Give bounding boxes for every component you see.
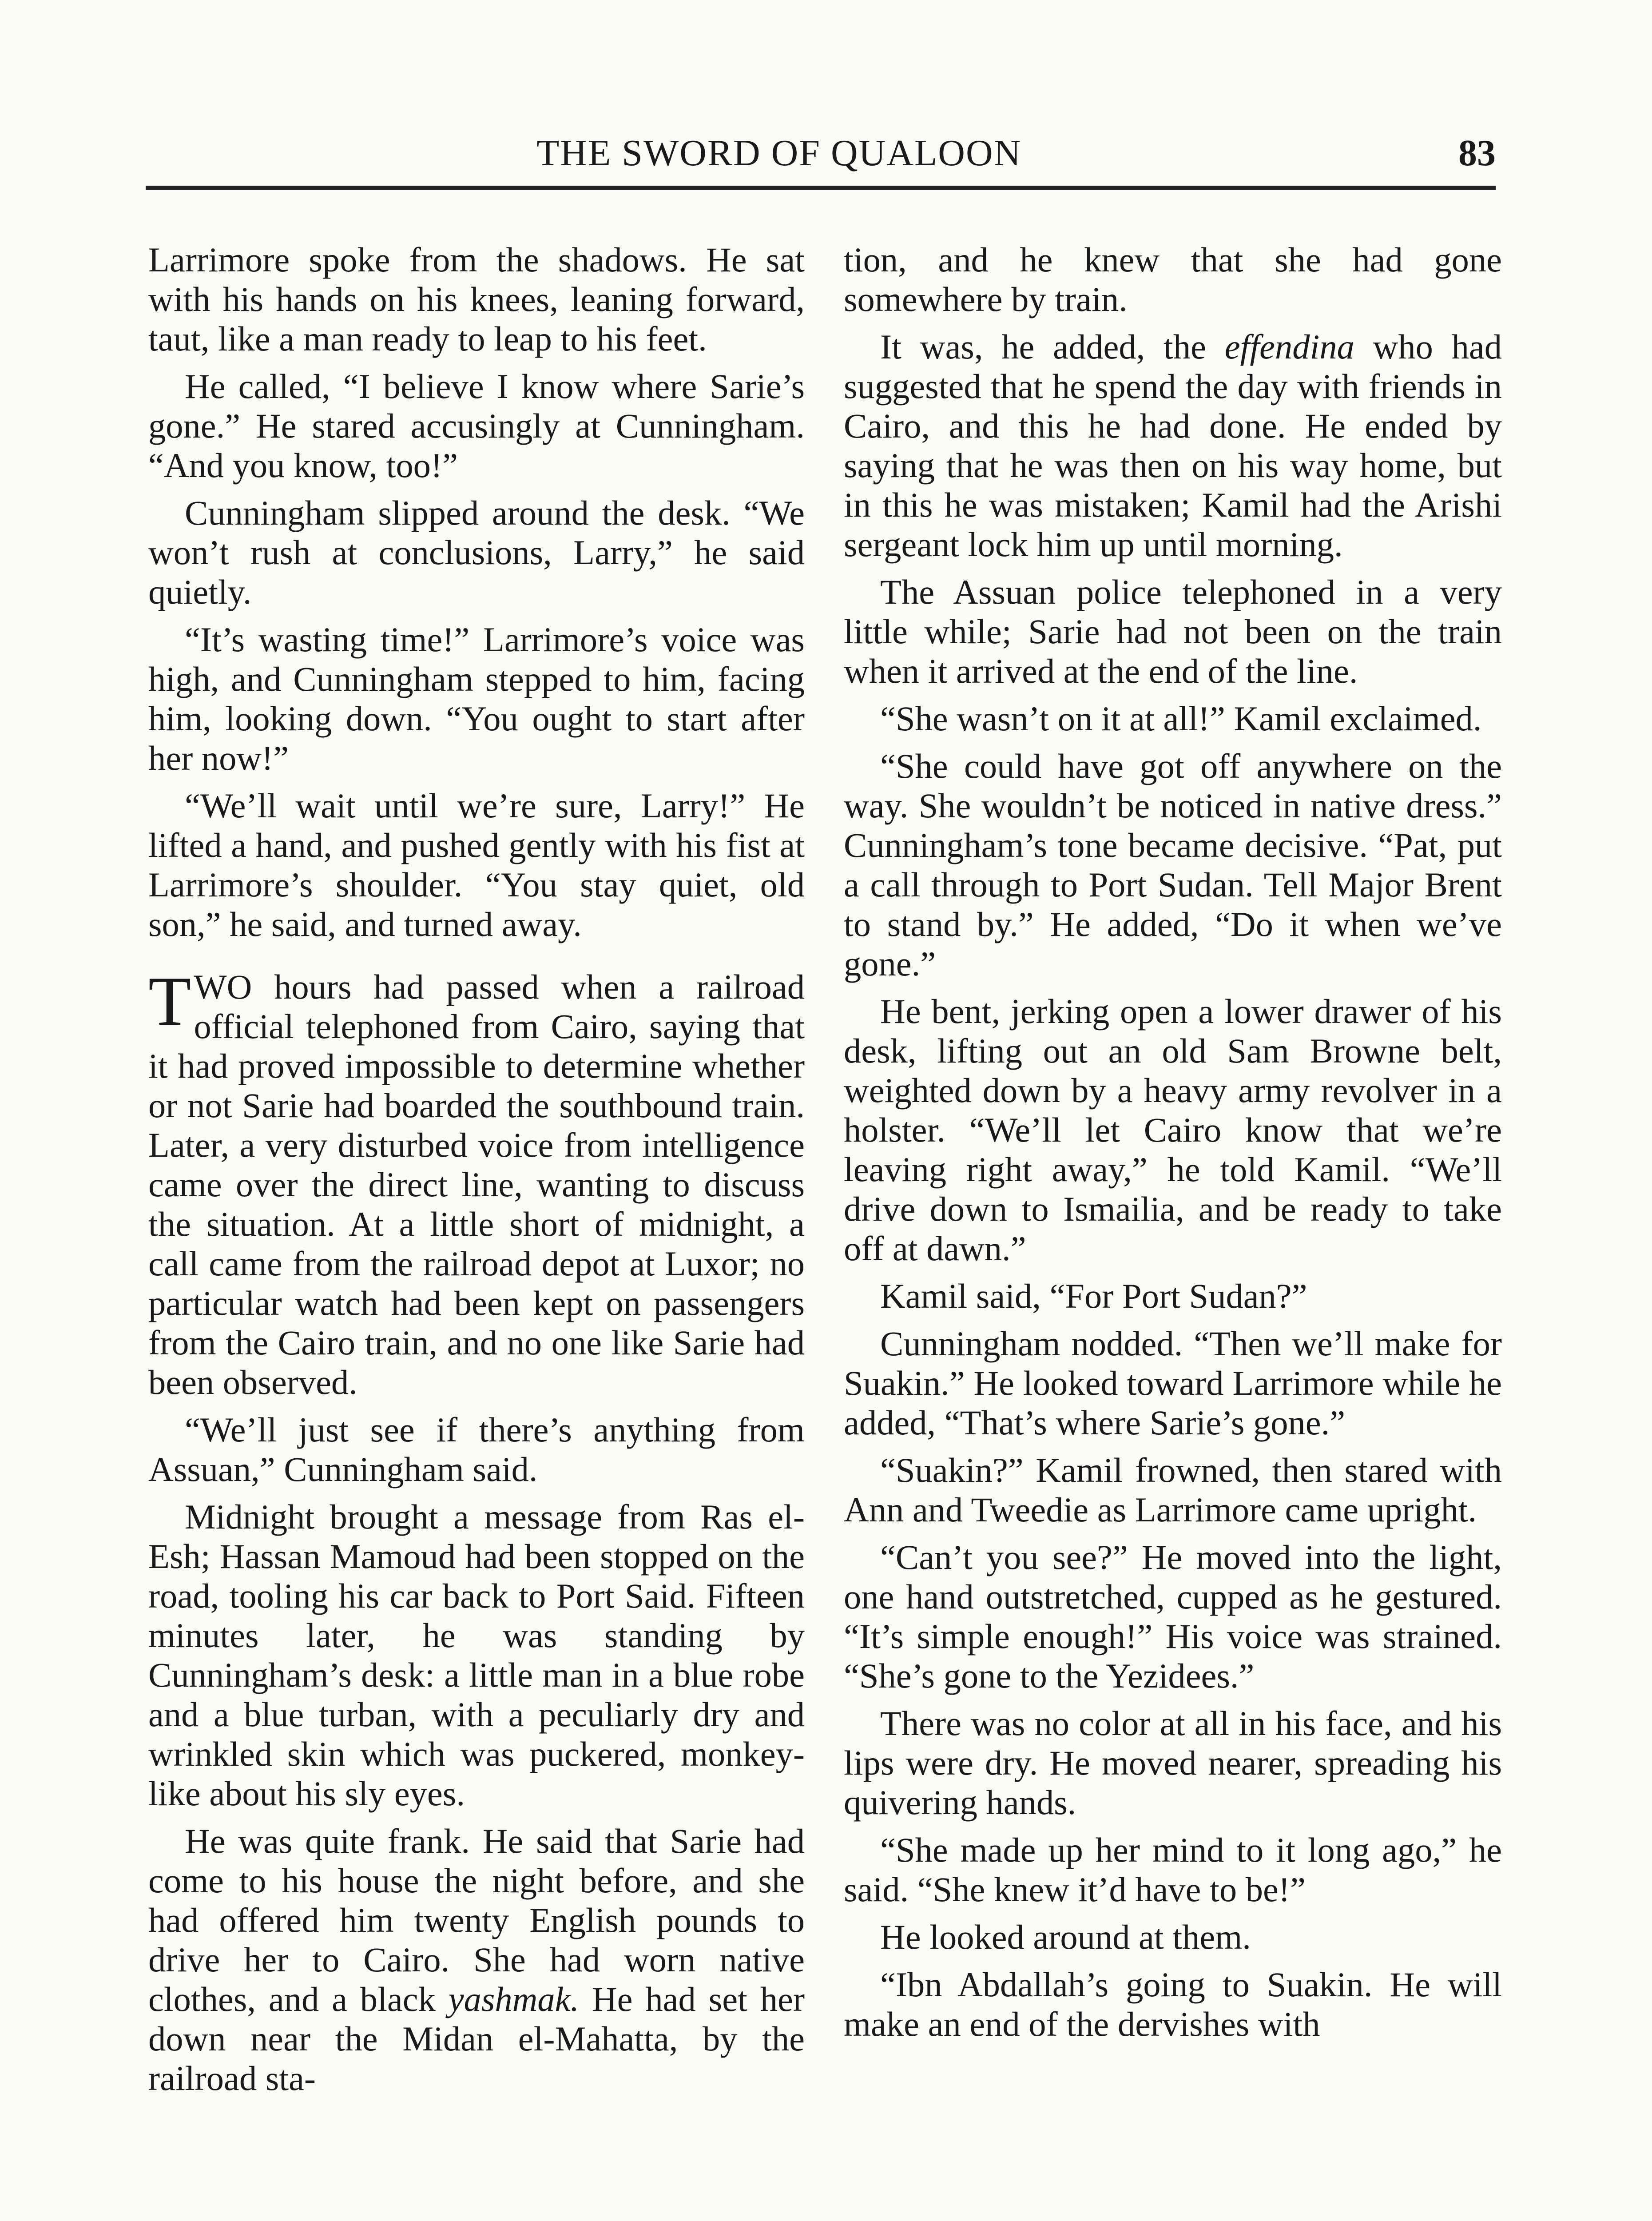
- page-header: [146, 129, 1496, 191]
- paragraph: tion, and he knew that she had gone somewhere by train.: [844, 240, 1502, 318]
- drop-cap: T: [148, 963, 191, 1040]
- page-number: 83: [1458, 132, 1496, 174]
- paragraph: “We’ll just see if there’s anything from Assuan,” Cunningham said.: [148, 1410, 805, 1489]
- right-column: [844, 240, 1502, 2052]
- running-title: THE SWORD OF QUALOON: [536, 132, 1022, 174]
- italic-word: yashmak.: [448, 1980, 580, 2018]
- section-start-paragraph: [148, 963, 805, 1402]
- paragraph: Cunningham nodded. “Then we’ll make for Suakin.” He looked toward Larrimore while he added, “That’s where Sarie’s gone.”: [844, 1324, 1502, 1442]
- italic-word: effendina: [1224, 327, 1354, 366]
- paragraph-text: who had suggested that he spend the day with friends in Cairo, and this he had done. He ended by saying that he was then on his way home, but in this he was mistaken; Kamil had the Arishi sergeant lock him up until morning.: [844, 327, 1502, 564]
- paragraph: [148, 1821, 805, 2098]
- paragraph: Midnight brought a message from Ras el-Esh; Hassan Mamoud had been stopped on the road, tooling his car back to Port Said. Fifteen minutes later, he was standing by Cunningham’s desk: a little man in a blue robe and a blue turban, with a peculiarly dry and wrinkled skin which was puckered, monkey-like about his sly eyes.: [148, 1497, 805, 1813]
- paragraph: “We’ll wait until we’re sure, Larry!” He lifted a hand, and pushed gently with his fist at Larrimore’s shoulder. “You stay quiet, old son,” he said, and turned away.: [148, 786, 805, 943]
- paragraph: Larrimore spoke from the shadows. He sat with his hands on his knees, leaning forward, taut, like a man ready to leap to his feet.: [148, 240, 805, 358]
- paragraph-text: WO hours had passed when a railroad official telephoned from Cairo, saying that it had proved impossible to determine whether or not Sarie had boarded the southbound train. Later, a very disturbed voice from intelligence came over the direct line, wanting to discuss the situation. At a little short of midnight, a call came from the railroad depot at Luxor; no particular watch had been kept on passengers from the Cairo train, and no one like Sarie had been observed.: [148, 967, 805, 1401]
- paragraph: “Suakin?” Kamil frowned, then stared with Ann and Tweedie as Larrimore came upright.: [844, 1451, 1502, 1529]
- paragraph: “It’s wasting time!” Larrimore’s voice was high, and Cunningham stepped to him, facing him, looking down. “You ought to start after her now!”: [148, 620, 805, 777]
- paragraph: Cunningham slipped around the desk. “We won’t rush at conclusions, Larry,” he said quietly.: [148, 494, 805, 611]
- paragraph: “She made up her mind to it long ago,” he said. “She knew it’d have to be!”: [844, 1831, 1502, 1909]
- header-rule: [146, 186, 1496, 190]
- paragraph: “Ibn Abdallah’s going to Suakin. He will make an end of the dervishes with: [844, 1965, 1502, 2043]
- paragraph: [844, 327, 1502, 564]
- paragraph: There was no color at all in his face, and his lips were dry. He moved nearer, spreading his quivering hands.: [844, 1704, 1502, 1822]
- paragraph-text: It was, he added, the: [880, 327, 1225, 366]
- paragraph-text: He was quite frank. He said that Sarie had come to his house the night before, and she had offered him twenty English pounds to drive her to Cairo. She had worn native clothes, and a black: [148, 1822, 805, 2018]
- paragraph: “She wasn’t on it at all!” Kamil exclaimed.: [880, 699, 1482, 738]
- paragraph: He bent, jerking open a lower drawer of his desk, lifting out an old Sam Browne belt, weighted down by a heavy army revolver in a holster. “We’ll let Cairo know that we’re leaving right away,” he told Kamil. “We’ll drive down to Ismailia, and be ready to take off at dawn.”: [844, 992, 1502, 1268]
- paragraph-text: He had set her down near the Midan el-Mahatta, by the railroad sta-: [148, 1980, 805, 2098]
- paragraph: The Assuan police telephoned in a very little while; Sarie had not been on the train when it arrived at the end of the line.: [844, 573, 1502, 690]
- paragraph: Kamil said, “For Port Sudan?”: [880, 1277, 1307, 1315]
- paragraph: He looked around at them.: [880, 1918, 1251, 1956]
- paragraph: “She could have got off anywhere on the way. She wouldn’t be noticed in native dress.” Cunningham’s tone became decisive. “Pat, put a call through to Port Sudan. Tell Major Brent to stand by.” He added, “Do it when we’ve gone.”: [844, 747, 1502, 983]
- left-column: [148, 240, 805, 2106]
- paragraph: “Can’t you see?” He moved into the light, one hand outstretched, cupped as he gestured. “It’s simple enough!” His voice was strained. “She’s gone to the Yezidees.”: [844, 1538, 1502, 1695]
- paragraph: He called, “I believe I know where Sarie’s gone.” He stared accusingly at Cunningham. “And you know, too!”: [148, 367, 805, 485]
